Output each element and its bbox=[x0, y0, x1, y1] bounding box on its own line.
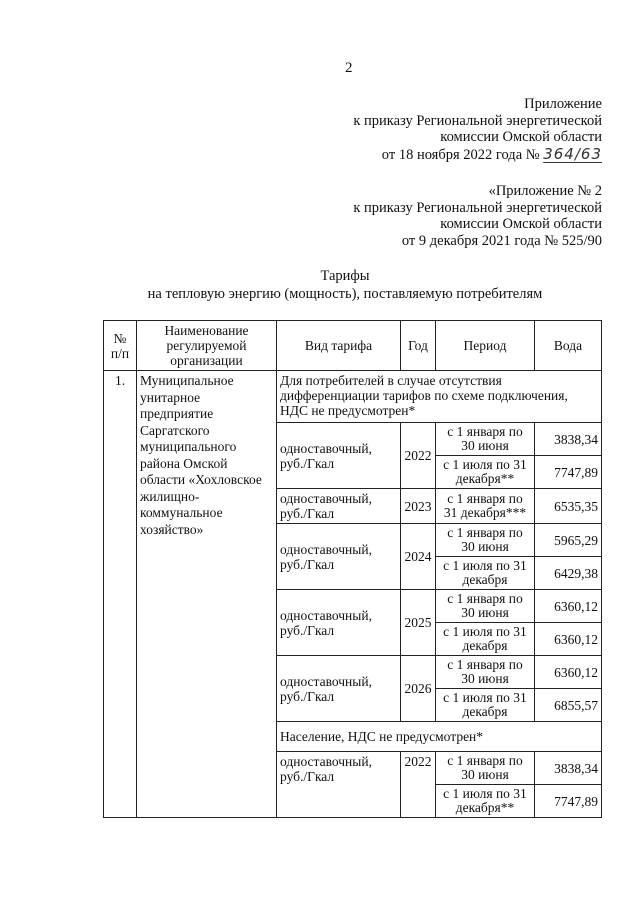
tariff-type: одноставочный, руб./Гкал bbox=[277, 489, 401, 524]
appendix-line-3: комиссии Омской области bbox=[440, 129, 602, 145]
period-cell: с 1 июля по 31 декабря bbox=[436, 689, 535, 722]
period-cell: с 1 июля по 31 декабря bbox=[436, 623, 535, 656]
period-cell: с 1 января по 30 июня bbox=[436, 752, 535, 785]
page-number: 2 bbox=[345, 60, 353, 76]
water-value: 7747,89 bbox=[535, 785, 602, 818]
period-cell: с 1 января по 30 июня bbox=[436, 524, 535, 557]
period-cell: с 1 июля по 31 декабря bbox=[436, 557, 535, 590]
tariff-type: одноставочный, руб./Гкал bbox=[277, 590, 401, 656]
section-heading-general: Для потребителей в случае отсутствия дифференциации тарифов по схеме подключения, НДС не предусмотрен* bbox=[277, 371, 602, 423]
period-cell: с 1 января по 31 декабря*** bbox=[436, 489, 535, 524]
header-tariff-type: Вид тарифа bbox=[277, 321, 401, 371]
water-value: 6855,57 bbox=[535, 689, 602, 722]
prior-line-1: «Приложение № 2 bbox=[488, 183, 602, 199]
water-value: 6360,12 bbox=[535, 656, 602, 689]
water-value: 6429,38 bbox=[535, 557, 602, 590]
period-cell: с 1 января по 30 июня bbox=[436, 656, 535, 689]
water-value: 3838,34 bbox=[535, 752, 602, 785]
header-org: Наименование регулируемой организации bbox=[137, 321, 277, 371]
section-row bbox=[104, 371, 602, 423]
water-value: 3838,34 bbox=[535, 423, 602, 456]
header-period: Период bbox=[436, 321, 535, 371]
prior-appendix-header bbox=[353, 183, 602, 249]
table-header-row bbox=[104, 321, 602, 371]
period-cell: с 1 июля по 31 декабря** bbox=[436, 785, 535, 818]
tariff-type: одноставочный, руб./Гкал bbox=[277, 524, 401, 590]
water-value: 6535,35 bbox=[535, 489, 602, 524]
header-water: Вода bbox=[535, 321, 602, 371]
water-value: 6360,12 bbox=[535, 590, 602, 623]
section-heading-population: Население, НДС не предусмотрен* bbox=[277, 722, 602, 752]
document-title: Тарифы bbox=[320, 268, 370, 284]
document-subtitle: на тепловую энергию (мощность), поставляемую потребителям bbox=[147, 286, 543, 302]
year-cell: 2026 bbox=[401, 656, 436, 722]
period-cell: с 1 января по 30 июня bbox=[436, 590, 535, 623]
prior-line-2: к приказу Региональной энергетической bbox=[353, 199, 602, 216]
order-date: от 18 ноября 2022 года № bbox=[381, 146, 540, 163]
year-cell: 2025 bbox=[401, 590, 436, 656]
period-cell: с 1 июля по 31 декабря** bbox=[436, 456, 535, 489]
water-value: 7747,89 bbox=[535, 456, 602, 489]
prior-line-4: от 9 декабря 2021 года № 525/90 bbox=[401, 232, 602, 249]
appendix-line-2: к приказу Региональной энергетической bbox=[353, 112, 602, 129]
water-value: 6360,12 bbox=[535, 623, 602, 656]
appendix-line-4 bbox=[353, 146, 602, 164]
handwritten-order-number: 364/63 bbox=[543, 144, 602, 163]
organization-name: Муниципальное унитарное предприятие Саргатского муниципального района Омской области «Хохловское жилищно-коммунальное хозяйство» bbox=[137, 371, 277, 818]
year-cell: 2023 bbox=[401, 489, 436, 524]
year-cell: 2022 bbox=[401, 423, 436, 489]
header-year: Год bbox=[401, 321, 436, 371]
tariff-table bbox=[103, 320, 602, 818]
appendix-header bbox=[353, 96, 602, 163]
tariff-type: одноставочный, руб./Гкал bbox=[277, 752, 401, 818]
period-cell: с 1 января по 30 июня bbox=[436, 423, 535, 456]
header-num: № п/п bbox=[104, 321, 137, 371]
tariff-type: одноставочный, руб./Гкал bbox=[277, 656, 401, 722]
prior-line-3: комиссии Омской области bbox=[440, 216, 602, 232]
row-number: 1. bbox=[104, 371, 137, 818]
year-cell: 2024 bbox=[401, 524, 436, 590]
appendix-line-1: Приложение bbox=[524, 96, 602, 112]
water-value: 5965,29 bbox=[535, 524, 602, 557]
tariff-type: одноставочный, руб./Гкал bbox=[277, 423, 401, 489]
year-cell: 2022 bbox=[401, 752, 436, 818]
